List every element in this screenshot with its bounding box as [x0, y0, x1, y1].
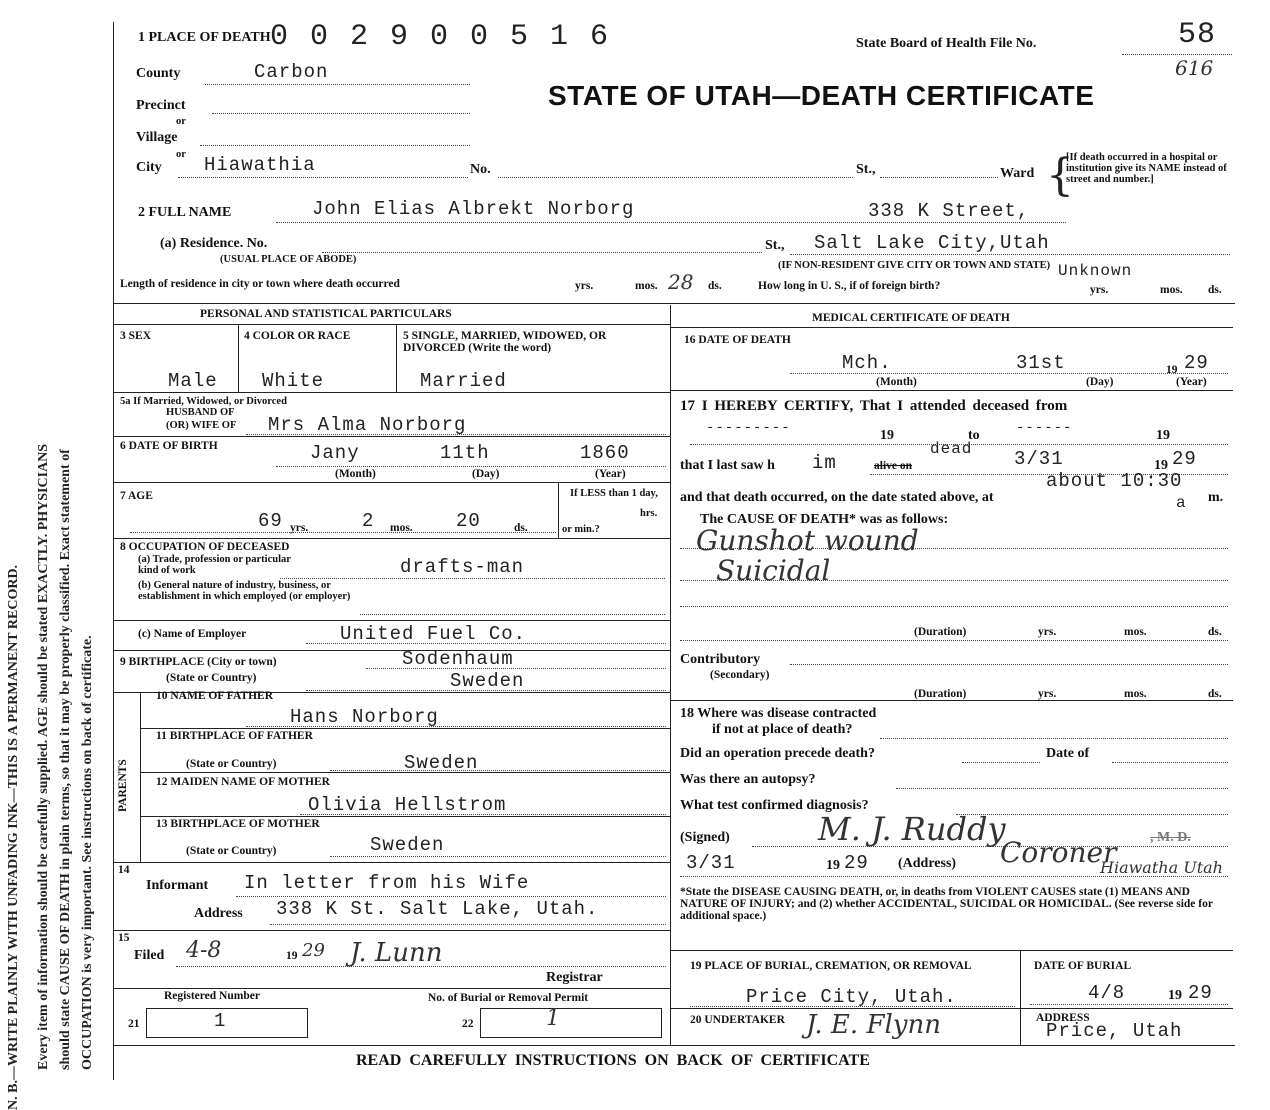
- death-time: about 10:30: [1046, 470, 1183, 492]
- spouse-value: Mrs Alma Norborg: [268, 414, 467, 436]
- signer-title: Coroner: [1000, 836, 1117, 869]
- full-name-value: John Elias Albrekt Norborg: [312, 198, 635, 220]
- mother-birthplace: Sweden: [370, 834, 445, 856]
- informant-address: 338 K St. Salt Lake, Utah.: [276, 898, 599, 920]
- age-months: 2: [362, 510, 375, 532]
- reg-number: 1: [214, 1010, 227, 1032]
- county-value: Carbon: [254, 61, 329, 83]
- occupation-value: drafts-man: [400, 556, 525, 578]
- file-no-extra: 616: [1175, 56, 1214, 80]
- mother-name: Olivia Hellstrom: [308, 794, 507, 816]
- signed-date: 3/31: [686, 852, 736, 874]
- age-days: 20: [456, 510, 481, 532]
- frame-left-border: [113, 22, 114, 1080]
- medical-heading: MEDICAL CERTIFICATE OF DEATH: [812, 312, 1010, 324]
- side-note-1: N. B.—WRITE PLAINLY WITH UNFADING INK—THIS IS A PERMANENT RECORD.: [6, 564, 21, 1110]
- cause-of-death: Gunshot wound: [696, 524, 919, 557]
- residence-city: Salt Lake City,Utah: [814, 232, 1050, 254]
- death-year: 29: [1184, 352, 1209, 374]
- father-birthplace: Sweden: [404, 752, 479, 774]
- residence-street: 338 K Street,: [868, 200, 1030, 222]
- side-note-4: OCCUPATION is very important. See instructions on back of certificate.: [80, 635, 95, 1070]
- village-label: Village: [136, 130, 178, 145]
- birthplace-country: Sweden: [450, 670, 525, 692]
- hospital-note: [If death occurred in a hospital or institution give its NAME instead of street and number.]: [1066, 152, 1227, 185]
- city-value: Hiawathia: [204, 154, 316, 176]
- residence-label: (a) Residence. No.: [160, 236, 268, 251]
- cause-manner: Suicidal: [716, 554, 831, 587]
- age-years: 69: [258, 510, 283, 532]
- side-note-3: should state CAUSE OF DEATH in plain terms, so that it may be properly classified. Exact statement of: [58, 449, 73, 1070]
- dob-month: Jany: [310, 442, 360, 464]
- undertaker-address: Price, Utah: [1046, 1020, 1183, 1042]
- bottom-border: [113, 1045, 1235, 1046]
- death-day: 31st: [1016, 352, 1066, 374]
- footer-instructions: READ CAREFULLY INSTRUCTIONS ON BACK OF CERTIFICATE: [356, 1052, 870, 1069]
- side-instructions: [0, 40, 105, 1110]
- color-value: White: [262, 370, 325, 392]
- file-no-value: 58: [1178, 18, 1217, 52]
- place-of-death-heading: 1 PLACE OF DEATH: [138, 30, 271, 45]
- signer-city: Hiawatha Utah: [1100, 858, 1223, 877]
- undertaker-signature: J. E. Flynn: [806, 1010, 941, 1040]
- years-in-us: Unknown: [1058, 262, 1133, 280]
- sex-value: Male: [168, 370, 218, 392]
- certificate-number: 0 0 2 9 0 0 5 1 6: [270, 20, 611, 54]
- burial-date: 4/8: [1088, 982, 1126, 1004]
- burial-permit-box: [480, 1008, 662, 1038]
- last-seen-date: 3/31: [1014, 448, 1064, 470]
- column-divider: [670, 305, 671, 1045]
- reg-number-box: [146, 1008, 308, 1038]
- employer-value: United Fuel Co.: [340, 623, 527, 645]
- precinct-label: Precinct: [136, 98, 186, 113]
- personal-heading: PERSONAL AND STATISTICAL PARTICULARS: [200, 308, 452, 320]
- burial-permit: 1: [546, 1006, 560, 1031]
- city-label: City: [136, 160, 162, 175]
- cause-footnote: *State the DISEASE CAUSING DEATH, or, in deaths from VIOLENT CAUSES state (1) MEANS AND NATURE OF INJURY; and (2) whether ACCIDENTAL, SUICIDAL OR HOMICIDAL. (See reverse side for additional space.): [680, 886, 1213, 922]
- length-of-residence-label: Length of residence in city or town where death occurred: [120, 278, 400, 290]
- county-label: County: [136, 66, 181, 81]
- full-name-label: 2 FULL NAME: [138, 205, 232, 220]
- dob-year: 1860: [580, 442, 630, 464]
- file-no-label: State Board of Health File No.: [856, 36, 1037, 51]
- burial-place: Price City, Utah.: [746, 986, 957, 1008]
- filed-date: 4-8: [186, 938, 222, 963]
- father-name: Hans Norborg: [290, 706, 439, 728]
- informant-value: In letter from his Wife: [244, 872, 530, 894]
- marital-value: Married: [420, 370, 507, 392]
- death-month: Mch.: [842, 352, 892, 374]
- certificate-title: STATE OF UTAH—DEATH CERTIFICATE: [548, 80, 1095, 111]
- dob-day: 11th: [440, 442, 490, 464]
- physician-signature: M. J. Ruddy: [818, 810, 1006, 848]
- parents-label: PARENTS: [117, 759, 129, 812]
- registrar-signature: J. Lunn: [350, 938, 443, 968]
- section-divider: [113, 303, 1235, 304]
- birthplace-city: Sodenhaum: [402, 648, 514, 670]
- side-note-2: Every item of information should be carefully supplied. AGE should be stated EXACTLY. PHYSICIANS: [36, 443, 51, 1070]
